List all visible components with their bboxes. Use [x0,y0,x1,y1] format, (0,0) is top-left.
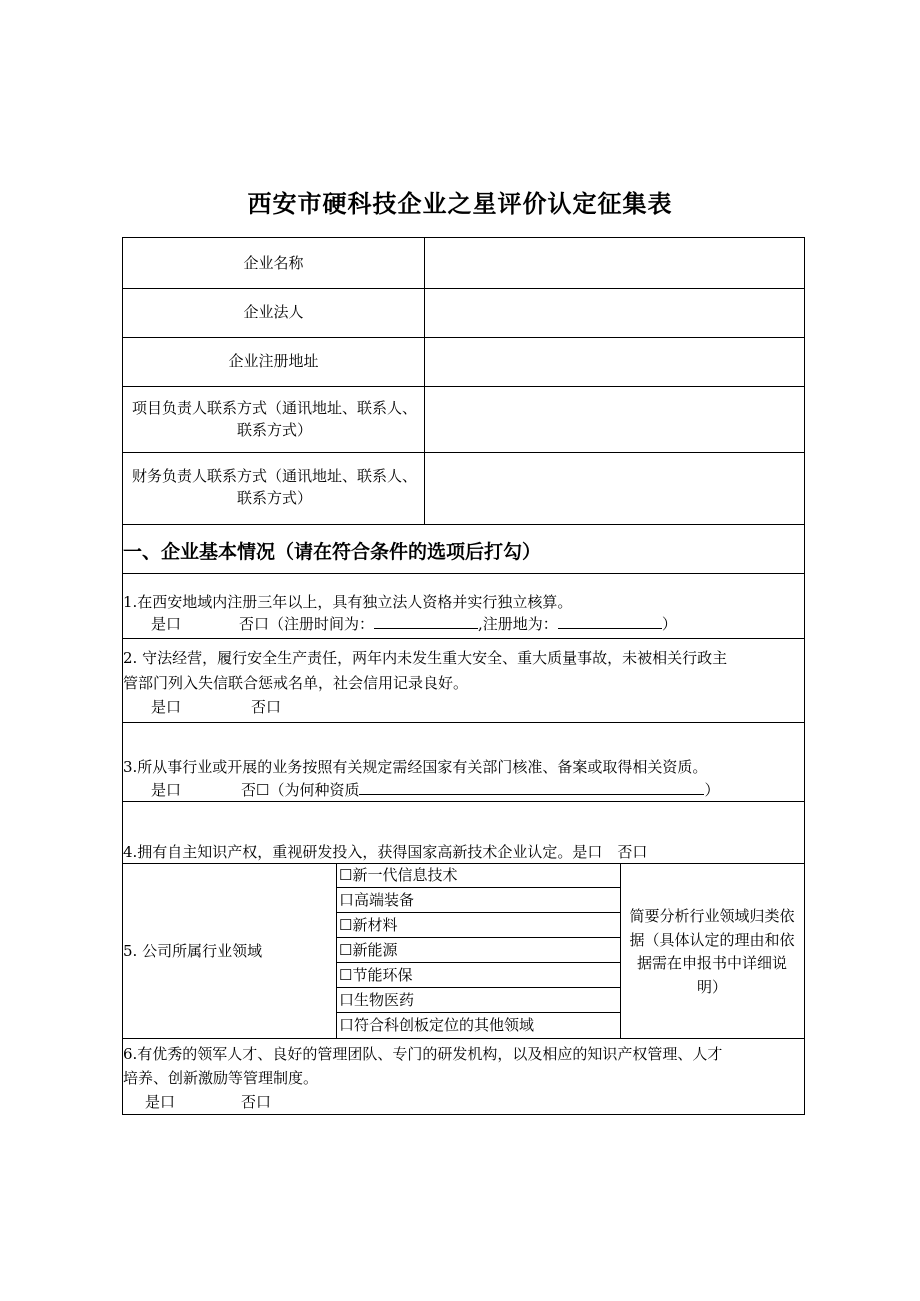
row-divider [123,638,804,639]
q1-registration-time-blank[interactable] [374,613,478,629]
q6-text-line2: 培养、创新激励等管理制度。 [123,1069,319,1087]
column-divider [620,863,621,1038]
q3-answer-line [151,779,719,801]
q3-text: 3.所从事行业或开展的业务按照有关规定需经国家有关部门核准、备案或取得相关资质。 [123,758,708,776]
application-form-table [122,237,805,1115]
q5-option-equipment[interactable]: 口高端装备 [339,891,415,909]
row-divider [123,863,804,864]
q1-no-checkbox[interactable]: 否口（注册时间为： [239,615,375,633]
q1-end-text: ） [661,615,677,633]
q5-option-environment[interactable]: ☐节能环保 [339,966,413,984]
option-divider [336,887,620,888]
q3-yes-checkbox[interactable]: 是口 [151,781,182,799]
row-divider [123,722,804,723]
q2-no-checkbox[interactable]: 否口 [251,698,282,716]
q2-answer-line [151,696,281,718]
option-divider [336,962,620,963]
q1-mid-text: ,注册地为： [478,615,558,633]
option-divider [336,912,620,913]
q3-end-text: ） [704,781,720,799]
q5-option-materials[interactable]: ☐新材料 [339,916,398,934]
q6-no-checkbox[interactable]: 否口 [241,1093,272,1111]
q3-qualification-blank[interactable] [359,779,704,795]
row-divider [123,288,804,289]
q5-option-biomedicine[interactable]: 口生物医药 [339,991,415,1009]
q5-classification-note: 简要分析行业领域归类依据（具体认定的理由和依据需在申报书中详细说明） [629,907,795,996]
form-title: 西安市硬科技企业之星评价认定征集表 [247,190,673,218]
q2-text-line1: 2. 守法经营，履行安全生产责任，两年内未发生重大安全、重大质量事故，未被相关行政主 [123,649,728,667]
option-divider [336,987,620,988]
row-divider [123,573,804,574]
q2-text-line2: 管部门列入失信联合惩戒名单，社会信用记录良好。 [123,674,469,692]
q3-no-checkbox[interactable]: 否☐（为何种资质 [241,781,360,799]
q6-answer-line [145,1091,271,1113]
q1-text: 1.在西安地域内注册三年以上，具有独立法人资格并实行独立核算。 [123,593,573,611]
q1-registration-place-blank[interactable] [558,613,662,629]
q6-text-line1: 6.有优秀的领军人才、良好的管理团队、专门的研发机构，以及相应的知识产权管理、人才 [123,1045,723,1063]
registered-address-label: 企业注册地址 [228,352,319,370]
row-divider [123,452,804,453]
row-divider [123,386,804,387]
q1-answer-line [151,613,677,635]
q6-yes-checkbox[interactable]: 是口 [145,1093,176,1111]
q5-label: 5. 公司所属行业领域 [123,942,263,960]
finance-contact-label: 财务负责人联系方式（通讯地址、联系人、联系方式） [131,467,417,507]
q5-option-energy[interactable]: ☐新能源 [339,941,398,959]
legal-person-label: 企业法人 [243,303,304,321]
row-divider [123,524,804,525]
q5-option-it[interactable]: ☐新一代信息技术 [339,866,458,884]
company-name-label: 企业名称 [243,254,304,272]
q2-yes-checkbox[interactable]: 是口 [151,698,182,716]
section-heading-basic-info: 一、企业基本情况（请在符合条件的选项后打勾） [123,541,542,563]
q1-yes-checkbox[interactable]: 是口 [151,615,182,633]
option-divider [336,937,620,938]
q4-text: 4.拥有自主知识产权，重视研发投入，获得国家高新技术企业认定。是口 否口 [123,843,648,861]
project-contact-label: 项目负责人联系方式（通讯地址、联系人、联系方式） [131,399,417,439]
row-divider [123,801,804,802]
column-divider [424,238,425,524]
row-divider [123,1038,804,1039]
row-divider [123,337,804,338]
option-divider [336,1012,620,1013]
q5-option-other[interactable]: 口符合科创板定位的其他领域 [339,1016,535,1034]
